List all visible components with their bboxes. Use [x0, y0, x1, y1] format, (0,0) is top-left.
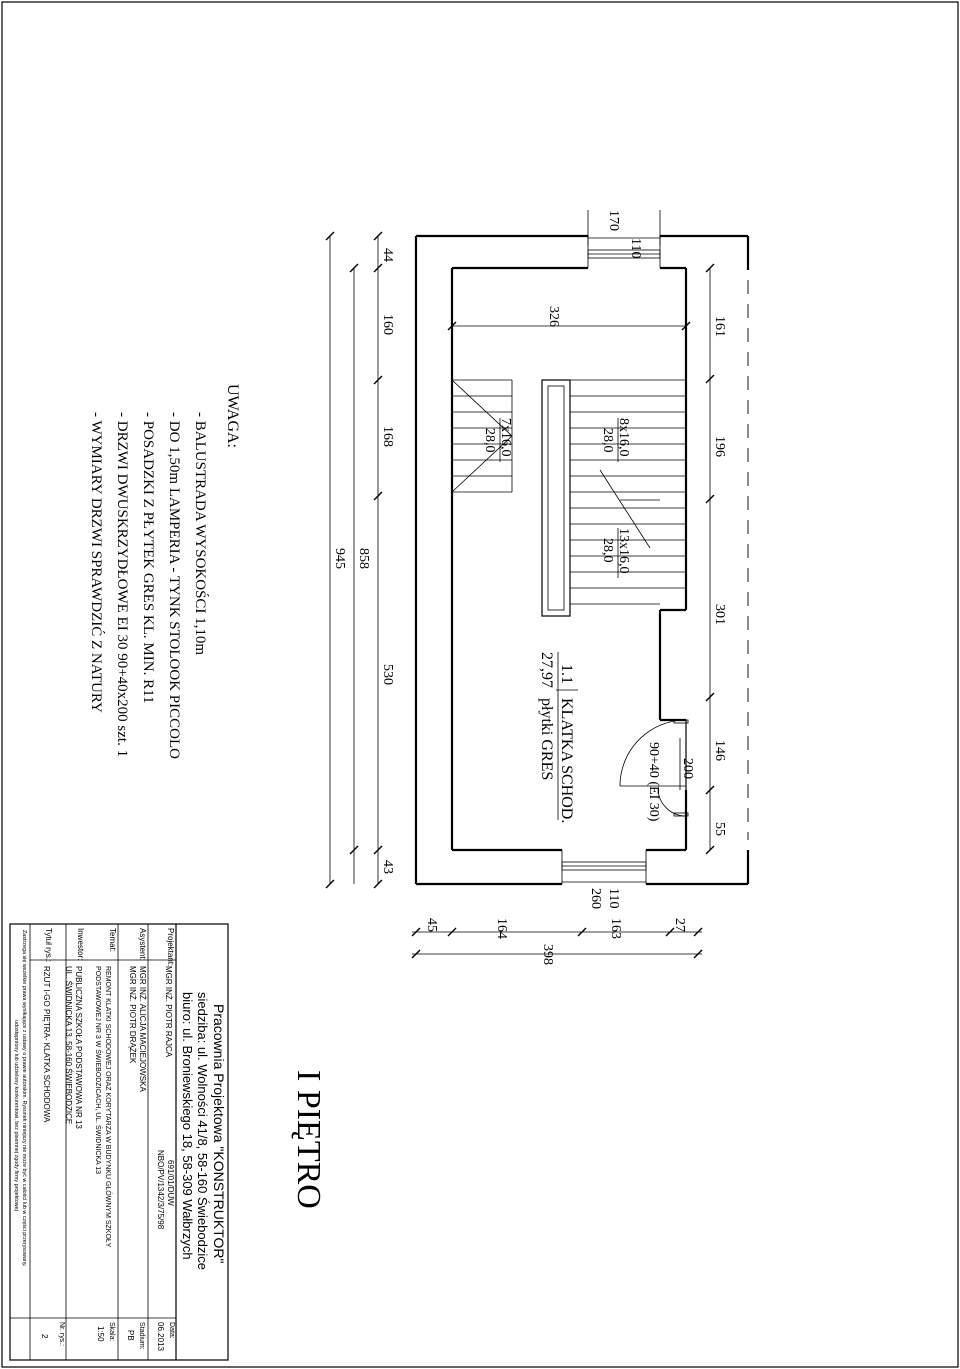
stage-value: PB [126, 1330, 135, 1341]
designer-name: MGR INŻ. PIOTR RAJCA [164, 966, 173, 1058]
dim-bottom-window [562, 882, 646, 909]
drawing-title: RZUT I-GO PIĘTRA- KLATKA SCHODOWA [42, 966, 51, 1123]
dim-160: 160 [380, 314, 395, 335]
topic-label: Temat: [108, 928, 117, 953]
stair-flights [452, 380, 686, 616]
dim-110-top: 110 [628, 238, 643, 259]
sheet-title: I PIĘTRO [290, 1070, 327, 1209]
door-height-label: 200 [680, 758, 695, 779]
designer-label: Projektant: [166, 928, 175, 967]
note-3: - POSADZKI Z PŁYTEK GRES KL. MIN. R11 [140, 412, 156, 704]
dim-170-top: 170 [606, 210, 621, 231]
room-label [538, 652, 578, 823]
assistant-label: Asystent: [138, 928, 147, 961]
title-block [10, 924, 228, 1360]
room-number: 1.1 [558, 664, 575, 684]
dim-858: 858 [356, 548, 371, 569]
dim-146: 146 [712, 740, 727, 761]
dim-44: 44 [380, 248, 395, 262]
topic-2: PODSTAWOWEJ NR 3 W ŚWIEBODZICACH, UL. ŚWIDNICKA 13 [94, 966, 101, 1175]
scale-label: Skala: [108, 1322, 115, 1342]
note-1: - BALUSTRADA WYSOKOŚCI 1,10m [192, 412, 208, 656]
flight-2-tread: 28,0 [600, 428, 615, 453]
sheet-no-value: 2 [40, 1334, 49, 1339]
dim-326: 326 [546, 306, 561, 327]
stairwell-walls [416, 236, 748, 884]
stage-label: Stadium: [138, 1322, 145, 1350]
dim-260-bottom: 260 [588, 888, 603, 909]
notes-heading: UWAGA: [224, 384, 241, 448]
investor-1: PUBLICZNA SZKOŁA PODSTAWOWA NR 13 [74, 966, 83, 1129]
copyright-1: Zastrzega się wszelkie prawa wynikające z ustawy o prawie autorskim. Rysunek niniejszy nie może być w całości lub w części przerysowany, [21, 930, 27, 1267]
dim-43: 43 [380, 860, 395, 874]
stair-labels [482, 418, 631, 578]
dim-left-chains [326, 232, 395, 888]
dim-55: 55 [712, 822, 727, 836]
company-address-1: siedziba: ul. Wolności 41/8, 58-160 Świebodzice [195, 992, 210, 1270]
dim-45: 45 [424, 918, 439, 932]
dim-196: 196 [712, 436, 727, 457]
sheet-no-label: Nr. rys.: [58, 1322, 65, 1347]
designer-license: 691/01/DUW [166, 1160, 175, 1206]
investor-2: UL. ŚWIDNICKA 13, 58-160 ŚWIEBODZICE [64, 966, 73, 1125]
drawing-title-label: Tytuł rys.: [44, 928, 53, 963]
designer-reg: NBO/PV/1342/3/75/98 [156, 1150, 165, 1230]
window-bottom [562, 850, 646, 884]
room-area: 27,97 [538, 652, 555, 688]
dim-right-chain [706, 264, 727, 854]
dim-398: 398 [540, 944, 555, 965]
dim-301: 301 [712, 604, 727, 625]
flight-3-tread: 28,0 [600, 538, 615, 563]
dim-161: 161 [712, 316, 727, 337]
flight-1-tread: 28,0 [482, 428, 497, 453]
dim-945: 945 [332, 548, 347, 569]
flight-3-steps: 13x16,0 [616, 528, 631, 574]
assistant-2: MGR INŻ. PIOTR DRĄŻEK [128, 966, 137, 1064]
notes-block [88, 384, 241, 759]
dim-164: 164 [494, 918, 509, 939]
assistant-1: MGR INŻ. ALICJA MACIEJOWSKA [138, 966, 147, 1092]
note-2: - DO 1,50m LAMPERIA - TYNK STOLOOK PICCOLO [166, 412, 182, 759]
scale-value: 1:50 [96, 1326, 105, 1342]
dim-bottom-chain [412, 918, 702, 965]
date-value: 06.2013 [156, 1322, 165, 1351]
dim-inner-width [448, 306, 690, 330]
flight-2-steps: 8x16,0 [616, 418, 631, 457]
dim-530: 530 [380, 664, 395, 685]
company-address-2: biuro: ul. Broniewskiego 18, 58-309 Wałbrzych [180, 992, 195, 1260]
window-top [588, 236, 660, 268]
flight-1-steps: 7x16,0 [498, 418, 513, 457]
dim-163: 163 [608, 918, 623, 939]
note-5: - WYMIARY DRZWI SPRAWDZIĆ Z NATURY [88, 412, 104, 713]
date-label: Data: [168, 1322, 175, 1339]
room-finish: płytki GRES [538, 698, 555, 781]
dim-168: 168 [380, 426, 395, 447]
topic-1: REMONT KLATKI SCHODOWEJ ORAZ KORYTARZA W BUDYNKU GŁÓWNYM SZKOŁY [104, 966, 111, 1248]
dim-27: 27 [672, 918, 687, 932]
copyright-2: udostępniony lub udzielony konkurentowi, bez pisemnej zgody firmy projektowej [13, 1020, 19, 1211]
company-name: Pracownia Projektowa "KONSTRUKTOR" [211, 1004, 227, 1264]
room-name: KLATKA SCHOD. [558, 698, 575, 824]
note-4: - DRZWI DWUSKRZYDŁOWE EI 30 90+40x200 szt. 1 [114, 412, 130, 758]
dim-top-window [588, 210, 660, 258]
door-size-label: 90+40 (EI 30) [646, 742, 661, 822]
dim-110-bottom: 110 [606, 888, 621, 909]
investor-label: Inwestor: [76, 928, 85, 961]
